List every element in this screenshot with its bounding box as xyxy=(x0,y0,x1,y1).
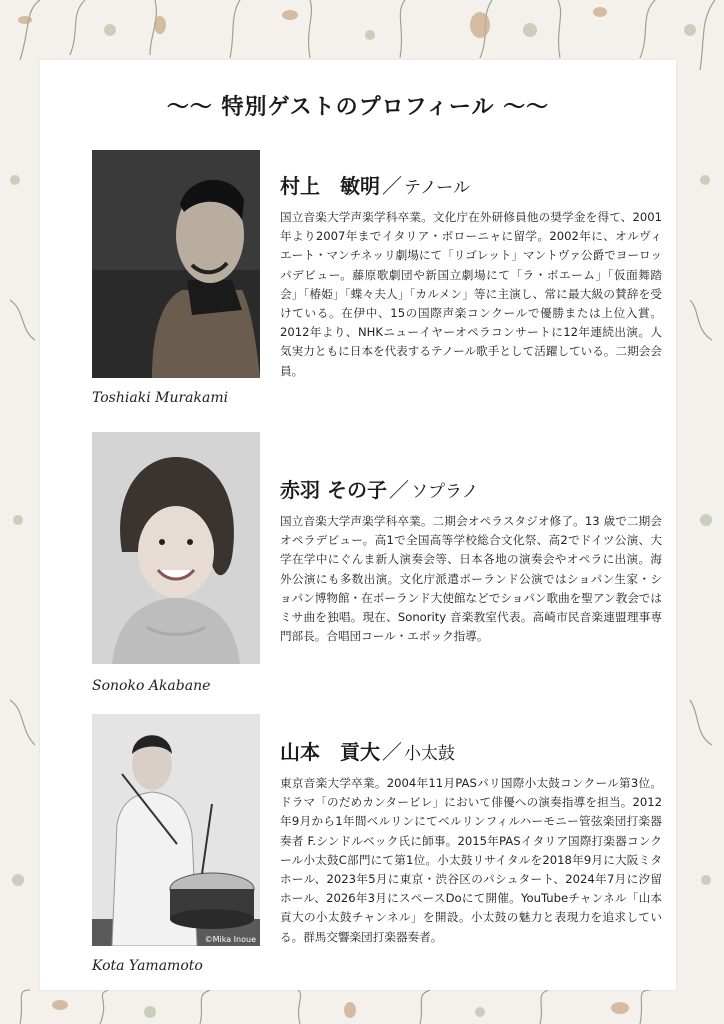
guest-part: ソプラノ xyxy=(410,482,479,502)
guest-bio-yamamoto: 東京音楽大学卒業。2004年11月PASパリ国際小太鼓コンクール第3位。ドラマ「のだめカンタービレ」において俳優への演奏指導を担当。2012年9月から1年間ベルリンにてベルリンフィルハーモニー管弦楽団打楽器奏者 F.シンドルベック氏に師事。2015年PASイタリア国際打楽器コンクール小太鼓C部門にて第1位。小太鼓リサイタルを2018年9月に大阪ミタホール、2023年5月に東京・渋谷区のパシュタート、2024年7月に汐留ホール、2026年3月にスペースDoにて開催。YouTubeチャンネル「山本貢大の小太鼓チャンネル」を開設。小太鼓の魅力と表現力を追求している。群馬交響楽団打楽器奏者。 xyxy=(280,776,662,944)
page-title: ～～ 特別ゲストのプロフィール ～～ xyxy=(166,94,550,120)
guest-name-text: 村上 敏明 xyxy=(280,174,380,198)
guest-photo-murakami xyxy=(92,150,260,378)
photo-credit: ©Mika Inoue xyxy=(204,935,256,944)
guest-part: 小太鼓 xyxy=(404,744,455,764)
guest-name-murakami xyxy=(280,170,470,199)
guest-name-akabane xyxy=(280,474,478,503)
guest-bio-murakami: 国立音楽大学声楽学科卒業。文化庁在外研修員他の奨学金を得て、2001年より2007年までイタリア・ボローニャに留学。2002年に、オルヴィエート・マンチネッリ劇場にて「リゴレット」マントヴァ公爵でヨーロッパデビュー。藤原歌劇団や新国立劇場にて「ラ・ボエーム」「仮面舞踏会」「椿姫」「蝶々夫人」「カルメン」等に主演し、常に最大級の賛辞を受けている。在伊中、15の国際声楽コンクールで優勝または上位入賞。2012年より、NHKニューイヤーオペラコンサートに12年連続出演。人気実力ともに日本を代表するテノール歌手として活躍している。二期会会員。 xyxy=(280,210,662,378)
name-separator: ／ xyxy=(382,174,402,198)
name-separator: ／ xyxy=(388,478,409,502)
guest-photo-yamamoto xyxy=(92,714,260,946)
guest-caption-yamamoto: Kota Yamamoto xyxy=(92,958,203,974)
guest-name-yamamoto xyxy=(280,736,455,765)
guest-caption-murakami: Toshiaki Murakami xyxy=(92,390,229,406)
profile-panel xyxy=(40,60,676,990)
guest-name-text: 赤羽 その子 xyxy=(280,478,387,502)
guest-caption-akabane: Sonoko Akabane xyxy=(92,678,211,694)
guest-part: テノール xyxy=(404,178,470,198)
guest-photo-akabane xyxy=(92,432,260,664)
guest-bio-akabane: 国立音楽大学声楽学科卒業。二期会オペラスタジオ修了。13 歳で二期会オペラデビュー。高1で全国高等学校総合文化祭、高2でドイツ公演、大学在学中にぐんま新人演奏会等、日本各地の演奏会やオペラに出演。海外公演にも多数出演。文化庁派遣ポーランド公演ではショパン生家・ショパン博物館・在ポーランド大使館などでショパン歌曲を聖アン教会ではミサ曲を独唱。現在、Sonority 音楽教室代表。高崎市民音楽連盟理事専門部長。合唱団コール・エボック指導。 xyxy=(280,514,662,644)
name-separator: ／ xyxy=(382,740,402,764)
guest-name-text: 山本 貢大 xyxy=(280,740,380,764)
